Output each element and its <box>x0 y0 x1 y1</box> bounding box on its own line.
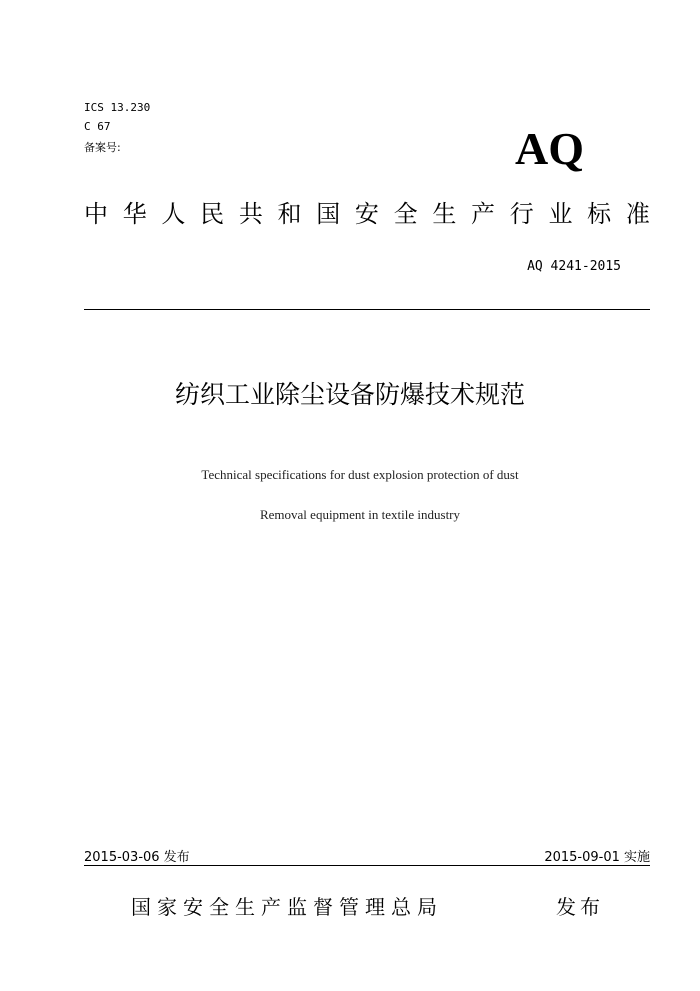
title-english-line1: Technical specifications for dust explosion protection of dust <box>201 467 519 482</box>
standard-type-char: 人 <box>161 200 186 228</box>
standard-type-char: 华 <box>122 200 147 228</box>
standard-type-char: 标 <box>587 200 612 228</box>
issue-date: 2015-03-06 发布 <box>84 850 190 865</box>
title-chinese: 纺织工业除尘设备防爆技术规范 <box>174 380 525 409</box>
implementation-date: 2015-09-01 实施 <box>544 850 650 865</box>
standard-type-heading <box>84 199 650 229</box>
standard-type-char: 国 <box>316 200 341 228</box>
standard-type-char: 全 <box>393 200 418 228</box>
standard-type-char: 业 <box>548 200 573 228</box>
standard-type-char: 和 <box>277 200 302 228</box>
standard-type-char: 准 <box>625 200 650 228</box>
standard-type-char: 生 <box>432 200 457 228</box>
standard-type-char: 安 <box>354 200 379 228</box>
ics-code: ICS 13.230 <box>84 101 151 114</box>
record-number-label: 备案号: <box>84 141 121 154</box>
bottom-divider <box>84 865 650 866</box>
title-english-line2: Removal equipment in textile industry <box>259 507 461 522</box>
ccs-code: C 67 <box>84 120 111 133</box>
top-divider <box>84 309 650 310</box>
aq-logo: AQ <box>515 123 584 174</box>
standard-type-char: 共 <box>238 200 263 228</box>
publish-label: 发布 <box>556 895 604 919</box>
standard-number: AQ 4241-2015 <box>527 259 621 274</box>
standard-type-char: 中 <box>84 200 108 228</box>
standard-type-char: 产 <box>471 200 496 228</box>
issuing-agency: 国家安全生产监督管理总局 <box>131 895 443 919</box>
standard-type-char: 行 <box>509 200 534 228</box>
standard-type-char: 民 <box>200 200 225 228</box>
